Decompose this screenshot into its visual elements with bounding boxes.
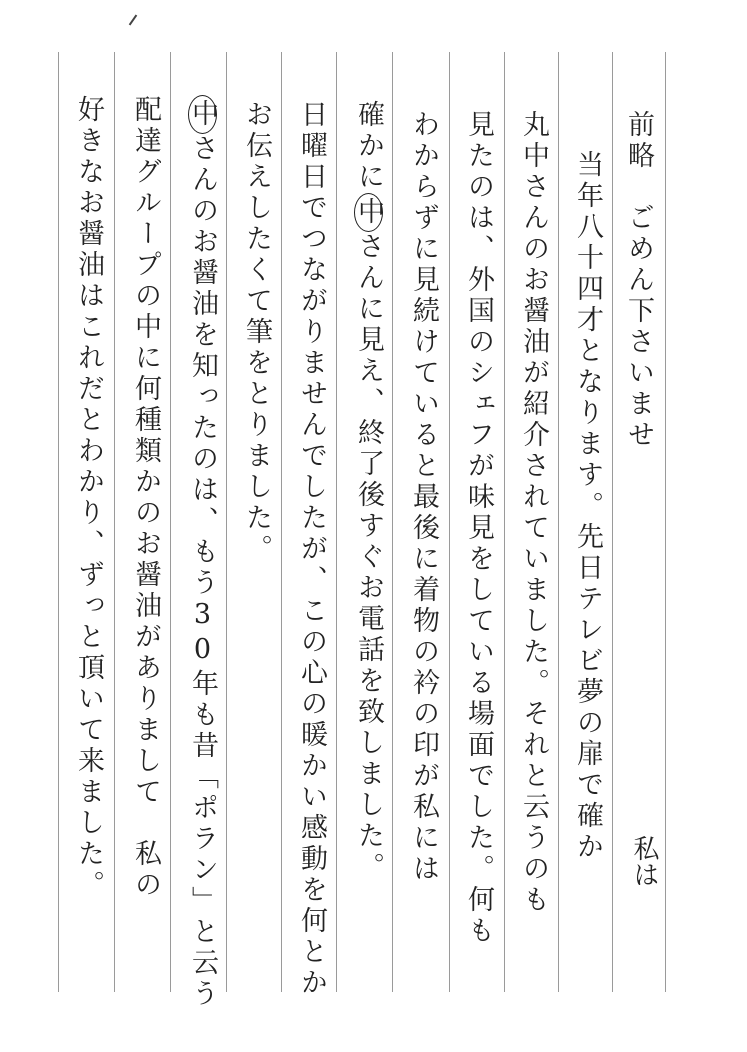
- letter-line-7: 日曜日でつながりませんでしたが、この心の暖かい感動を何とか: [296, 100, 327, 999]
- maru-naka-mark: 中: [188, 95, 217, 134]
- ruled-line: [558, 52, 559, 992]
- letter-line-2: 当年八十四才となります。先日テレビ夢の扉で確か: [572, 150, 603, 863]
- ruled-line: [449, 52, 450, 992]
- letter-line-8: お伝えしたくて筆をとりました。: [241, 100, 272, 565]
- ruled-line: [504, 52, 505, 992]
- maru-naka-mark: 中: [354, 193, 383, 232]
- letter-line-4: 見たのは、外国のシェフが味見をしている場面でした。何も: [463, 110, 494, 947]
- ruled-line: [281, 52, 282, 992]
- pen-mark: [129, 15, 138, 26]
- ruled-line: [170, 52, 171, 992]
- letter-line-5: わからずに見続けていると最後に着物の衿の印が私には: [408, 110, 439, 885]
- ruled-line: [226, 52, 227, 992]
- ruled-line: [336, 52, 337, 992]
- ruled-line: [114, 52, 115, 992]
- ruled-line: [612, 52, 613, 992]
- letter-line-6-start: 確かに: [353, 100, 384, 193]
- ruled-line: [665, 52, 666, 992]
- letter-line-9: [188, 95, 217, 1010]
- aside-note: 私は: [629, 835, 659, 887]
- letter-line-10: 配達グループの中に何種類かのお醤油がありまして 私の: [130, 95, 161, 901]
- letter-line-6: [354, 100, 383, 883]
- letter-line-3: 丸中さんのお醤油が紹介されていました。それと云うのも: [518, 110, 549, 916]
- ruled-line: [58, 52, 59, 992]
- ruled-line: [392, 52, 393, 992]
- letter-line-9-text: さんのお醤油を知ったのは、もう30年も昔「ポラン」と云う: [187, 134, 218, 1010]
- letter-line-6-end: さんに見え、終了後すぐお電話を致しました。: [353, 232, 384, 883]
- letter-line-11: 好きなお醤油はこれだとわかり、ずっと頂いて来ました。: [73, 95, 104, 901]
- letter-line-1: 前略 ごめん下さいませ: [623, 110, 654, 451]
